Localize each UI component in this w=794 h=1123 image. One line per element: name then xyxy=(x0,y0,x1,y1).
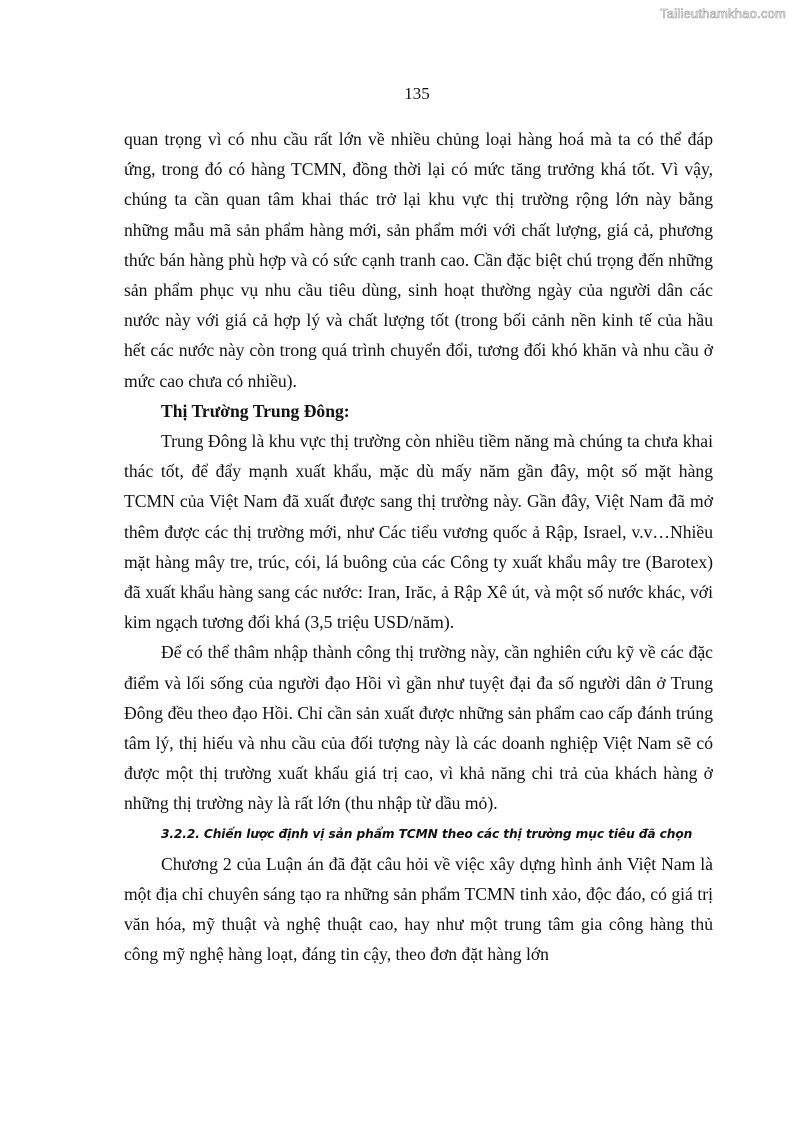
document-body xyxy=(124,124,713,970)
paragraph-middle-east-intro: Trung Đông là khu vực thị trường còn nhiều tiềm năng mà chúng ta chưa khai thác tốt, để đẩy mạnh xuất khẩu, mặc dù mấy năm gần đây, một số mặt hàng TCMN của Việt Nam đã xuất được sang thị trường này. Gần đây, Việt Nam đã mở thêm được các thị trường mới, như Các tiểu vương quốc ả Rập, Israel, v.v…Nhiều mặt hàng mây tre, trúc, cói, lá buông của các Công ty xuất khẩu mây tre (Barotex) đã xuất khẩu hàng sang các nước: Iran, Irăc, ả Rập Xê út, và một số nước khác, với kim ngạch tương đối khá (3,5 triệu USD/năm). xyxy=(124,431,713,633)
section-heading-3-2-2: 3.2.2. Chiến lược định vị sản phẩm TCMN theo các thị trường mục tiêu đã chọn xyxy=(161,826,693,841)
watermark-text: Tailieuthamkhao.com xyxy=(660,6,786,21)
page-number: 135 xyxy=(404,84,430,103)
paragraph-market-entry: Để có thể thâm nhập thành công thị trường này, cần nghiên cứu kỹ về các đặc điểm và lối sống của người đạo Hồi vì gần như tuyệt đại đa số người dân ở Trung Đông đều theo đạo Hồi. Chỉ cần sản xuất được những sản phẩm cao cấp đánh trúng tâm lý, thị hiếu và nhu cầu của đối tượng này là các doanh nghiệp Việt Nam sẽ có được một thị trường xuất khẩu giá trị cao, vì khả năng chi trả của khách hàng ở những thị trường này là rất lớn (thu nhập từ dầu mỏ). xyxy=(124,642,713,814)
paragraph-continuation: quan trọng vì có nhu cầu rất lớn về nhiều chủng loại hàng hoá mà ta có thể đáp ứng, trong đó có hàng TCMN, đồng thời lại có mức tăng trưởng khá tốt. Vì vậy, chúng ta cần quan tâm khai thác trở lại khu vực thị trường rộng lớn này bằng những mẫu mã sản phẩm hàng mới, sản phẩm mới với chất lượng, giá cả, phương thức bán hàng phù hợp và có sức cạnh tranh cao. Cần đặc biệt chú trọng đến những sản phẩm phục vụ nhu cầu tiêu dùng, sinh hoạt thường ngày của người dân các nước này với giá cả hợp lý và chất lượng tốt (trong bối cảnh nền kinh tế của hầu hết các nước này còn trong quá trình chuyển đổi, tương đối khó khăn và nhu cầu ở mức cao chưa có nhiều). xyxy=(124,129,713,391)
heading-middle-east-market: Thị Trường Trung Đông: xyxy=(161,400,350,421)
paragraph-positioning-strategy: Chương 2 của Luận án đã đặt câu hỏi về việc xây dựng hình ảnh Việt Nam là một địa chỉ chuyên sáng tạo ra những sản phẩm TCMN tinh xảo, độc đáo, có giá trị văn hóa, mỹ thuật và nghệ thuật cao, hay như một trung tâm gia công hàng thủ công mỹ nghệ hàng loạt, đáng tin cậy, theo đơn đặt hàng lớn xyxy=(124,853,713,965)
